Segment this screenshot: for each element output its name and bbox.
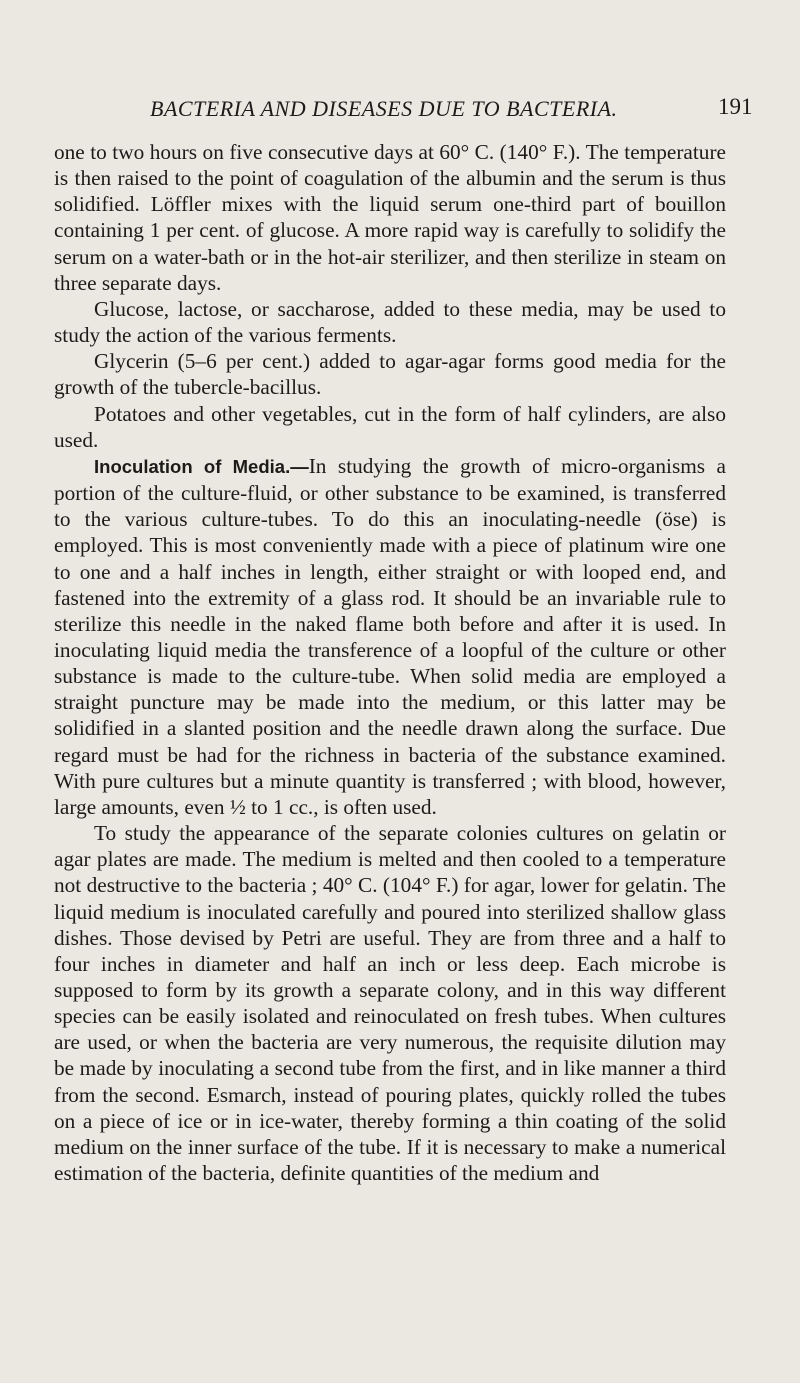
paragraph-inoculation: [54, 453, 726, 820]
section-heading-inoculation: Inoculation of Media.—: [94, 455, 309, 477]
paragraph-inoculation-text: In studying the growth of micro-organisms a portion of the culture-fluid, or other substance to be examined, is transferred to the various culture-tubes. To do this an inoculating-needle (öse) is employed. This is most conveniently made with a piece of platinum wire one to one and a half inches in length, either straight or with looped end, and fastened into the extremity of a glass rod. It should be an invariable rule to sterilize this needle in the naked flame both before and after it is used. In inoculating liquid media the transference of a loopful of the culture or other substance is made to the culture-tube. When solid media are employed a straight puncture may be made into the medium, or this latter may be solidified in a slanted position and the needle drawn along the surface. Due regard must be had for the richness in bacteria of the substance examined. With pure cultures but a minute quantity is transferred ; with blood, however, large amounts, even ½ to 1 cc., is often used.: [54, 453, 726, 819]
paragraph-plates: To study the appearance of the separate colonies cultures on gelatin or agar plates are made. The medium is melted and then cooled to a temperature not destructive to the bacteria ; 40° C. (104° F.) for agar, lower for gelatin. The liquid medium is inoculated carefully and poured into sterilized shallow glass dishes. Those devised by Petri are useful. They are from three and a half to four inches in diameter and half an inch or less deep. Each microbe is supposed to form by its growth a separate colony, and in this way different species can be easily isolated and reinoculated on fresh tubes. When cultures are used, or when the bacteria are very numerous, the requisite dilution may be made by inoculating a second tube from the first, and in like manner a third from the second. Esmarch, instead of pouring plates, quickly rolled the tubes on a piece of ice or in ice-water, thereby forming a thin coating of the solid medium on the inner surface of the tube. If it is necessary to make a numerical estimation of the bacteria, definite quantities of the medium and: [54, 821, 726, 1186]
page-number: 191: [718, 94, 753, 119]
paragraph-serum-continued: one to two hours on five consecutive days at 60° C. (140° F.). The temperature is then raised to the point of coagulation of the albumin and the serum is thus solidified. Löffler mixes with the liquid serum one-third part of bouillon containing 1 per cent. of glucose. A more rapid way is carefully to solidify the serum on a water-bath or in the hot-air sterilizer, and then sterilize in steam on three separate days.: [54, 140, 726, 295]
paragraph-potatoes: Potatoes and other vegetables, cut in the form of half cylinders, are also used.: [54, 401, 726, 452]
paragraph-glycerin: Glycerin (5–6 per cent.) added to agar-agar forms good media for the growth of the tubercle-bacillus.: [54, 349, 726, 400]
body-text: [54, 139, 726, 1186]
running-title: BACTERIA AND DISEASES DUE TO BACTERIA.: [150, 96, 618, 121]
paragraph-sugars: Glucose, lactose, or saccharose, added to these media, may be used to study the action of the various ferments.: [54, 296, 726, 348]
